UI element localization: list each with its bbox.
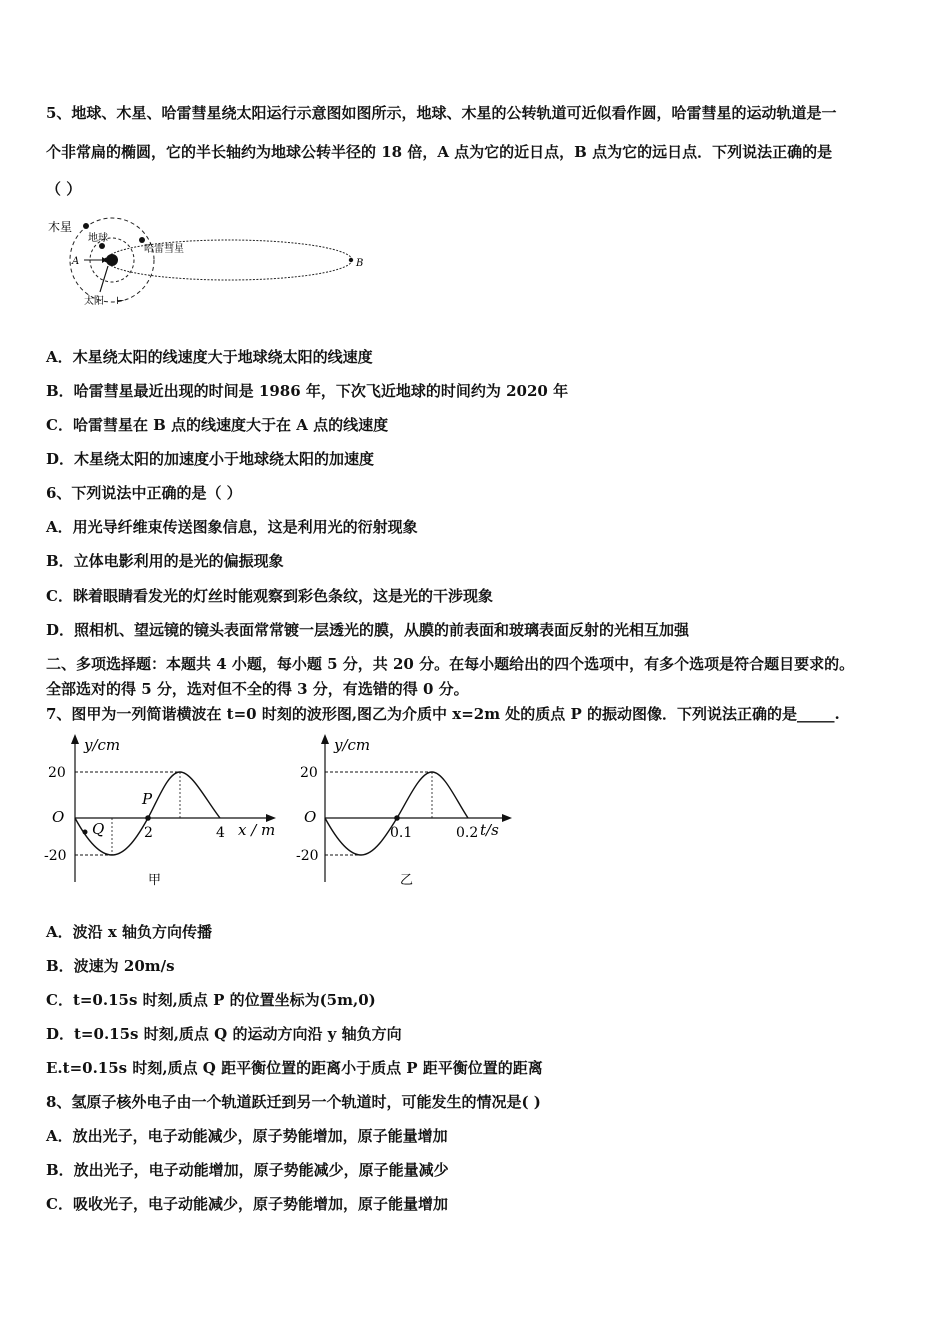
q6-stem: 6、下列说法中正确的是（ ） [46, 484, 242, 502]
point-b-dot [349, 258, 353, 262]
q5-option-d: D．木星绕太阳的加速度小于地球绕太阳的加速度 [46, 450, 375, 468]
graph-b-xtick1: 0.1 [390, 825, 413, 841]
graph-a-yneg: -20 [44, 848, 67, 864]
jupiter-label: 木星 [48, 220, 73, 234]
orbit-diagram [44, 212, 374, 312]
halley-label: 哈雷彗星 [144, 244, 184, 255]
graph-b-caption: 乙 [400, 873, 414, 888]
wave-graph-a [40, 732, 290, 892]
graph-a-xlabel: x / m [238, 821, 276, 839]
section2-line2: 全部选对的得 5 分，选对但不全的得 3 分，有选错的得 0 分。 [46, 680, 469, 698]
q7-option-e: E.t=0.15s 时刻,质点 Q 距平衡位置的距离小于质点 P 距平衡位置的距离 [46, 1059, 543, 1077]
graph-a-xtick1: 2 [144, 825, 153, 841]
q5-stem-line1: 5、地球、木星、哈雷彗星绕太阳运行示意图如图所示，地球、木星的公转轨道可近似看作圆，哈雷彗星的运动轨道是一 [46, 104, 837, 122]
q7-option-c: C．t=0.15s 时刻,质点 P 的位置坐标为(5m,0) [46, 991, 376, 1009]
q5-stem-line3: （ ） [46, 180, 82, 198]
q8-option-b: B．放出光子，电子动能增加，原子势能减少，原子能量减少 [46, 1161, 449, 1179]
q7-option-a: A．波沿 x 轴负方向传播 [46, 923, 213, 941]
graph-a-origin: O [52, 808, 65, 826]
q8-option-c: C．吸收光子，电子动能减少，原子势能增加，原子能量增加 [46, 1195, 448, 1213]
q6-option-d: D．照相机、望远镜的镜头表面常常镀一层透光的膜，从膜的前表面和玻璃表面反射的光相互加强 [46, 621, 690, 639]
graph-a-label-p: P [142, 790, 153, 808]
q5-stem-line2: 个非常扁的椭圆，它的半长轴约为地球公转半径的 18 倍，A 点为它的近日点，B 点为它的远日点．下列说法正确的是 [46, 143, 833, 161]
halley-orbit [106, 240, 352, 280]
q7-stem: 7、图甲为一列简谐横波在 t=0 时刻的波形图,图乙为介质中 x=2m 处的质点 P 的振动图像．下列说法正确的是_____. [46, 705, 840, 723]
jupiter-dot [83, 223, 89, 229]
graph-b-ylabel: y/cm [334, 736, 371, 754]
q8-option-a: A．放出光子，电子动能减少，原子势能增加，原子能量增加 [46, 1127, 448, 1145]
q7-option-d: D．t=0.15s 时刻,质点 Q 的运动方向沿 y 轴负方向 [46, 1025, 402, 1043]
q5-option-b: B．哈雷彗星最近出现的时间是 1986 年，下次飞近地球的时间约为 2020 年 [46, 382, 569, 400]
graph-b-ypos: 20 [300, 765, 318, 781]
sun-label: 太阳 [84, 296, 104, 307]
q6-option-a: A．用光导纤维束传送图象信息，这是利用光的衍射现象 [46, 518, 418, 536]
halley-dot [139, 237, 145, 243]
graph-a-caption: 甲 [148, 873, 162, 888]
q5-option-c: C．哈雷彗星在 B 点的线速度大于在 A 点的线速度 [46, 416, 389, 434]
graph-b-origin: O [304, 808, 317, 826]
q6-option-b: B．立体电影利用的是光的偏振现象 [46, 552, 284, 570]
q8-stem: 8、氢原子核外电子由一个轨道跃迁到另一个轨道时，可能发生的情况是( ) [46, 1093, 541, 1111]
graph-a-xtick2: 4 [216, 825, 225, 841]
graph-a-ypos: 20 [48, 765, 66, 781]
graph-b-xlabel: t/s [480, 821, 499, 839]
graph-b-xtick2: 0.2 [456, 825, 479, 841]
q6-option-c: C．眯着眼睛看发光的灯丝时能观察到彩色条纹，这是光的干涉现象 [46, 587, 493, 605]
q7-option-b: B．波速为 20m/s [46, 957, 175, 975]
point-b-label: B [356, 258, 364, 269]
section2-line1: 二、多项选择题：本题共 4 小题，每小题 5 分，共 20 分。在每小题给出的四个选项中，有多个选项是符合题目要求的。 [46, 655, 855, 673]
graph-a-ylabel: y/cm [84, 736, 121, 754]
q5-option-a: A．木星绕太阳的线速度大于地球绕太阳的线速度 [46, 348, 373, 366]
wave-graph-b [290, 732, 520, 892]
earth-label: 地球 [88, 233, 108, 244]
graph-a-label-q: Q [92, 820, 105, 838]
point-a-label: A [72, 256, 80, 267]
svg-text:⊢: ⊢ [116, 296, 125, 307]
graph-b-yneg: -20 [296, 848, 319, 864]
